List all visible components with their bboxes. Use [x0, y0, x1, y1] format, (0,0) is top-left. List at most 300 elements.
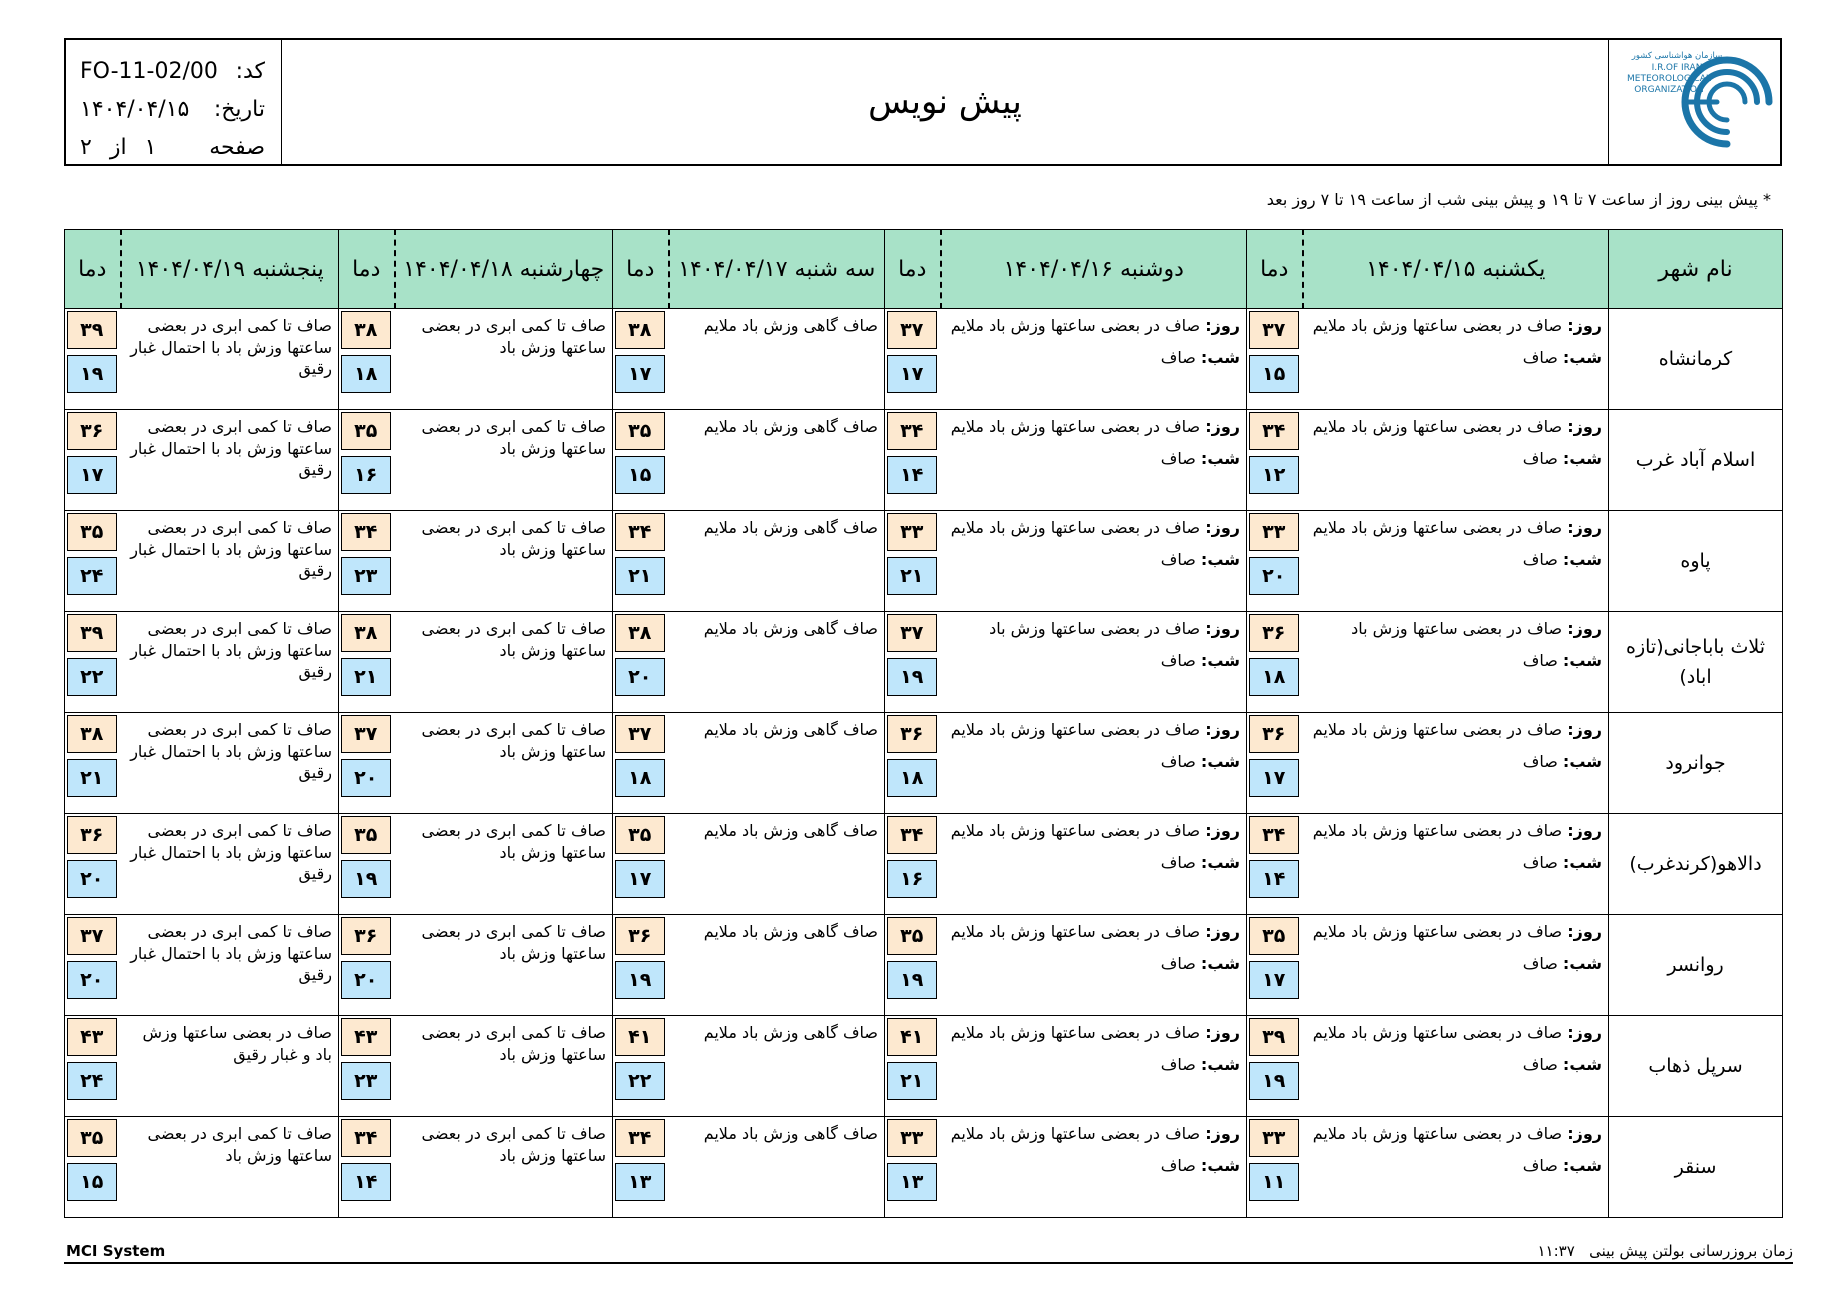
night-text: صاف: [1522, 1054, 1558, 1074]
forecast-text: صاف گاهی وزش باد ملایم: [703, 619, 878, 638]
max-temperature: ۳۸: [615, 311, 665, 349]
day-prefix: روز:: [1567, 720, 1602, 739]
max-temperature: ۳۶: [615, 917, 665, 955]
max-temperature: ۳۵: [341, 412, 391, 450]
forecast-text: صاف تا کمی ابری در بعضی ساعتها وزش باد: [421, 518, 606, 559]
night-text: صاف: [1160, 549, 1196, 569]
forecast-text: صاف تا کمی ابری در بعضی ساعتها وزش باد: [421, 1023, 606, 1064]
day-forecast: [1309, 719, 1603, 741]
max-temperature: ۳۳: [887, 513, 937, 551]
min-temperature: ۱۳: [887, 1163, 937, 1201]
min-temperature: ۱۷: [1249, 759, 1299, 797]
night-forecast: [947, 1054, 1241, 1076]
day-prefix: روز:: [1205, 821, 1240, 840]
max-temperature: ۳۴: [341, 1119, 391, 1157]
day-forecast: [947, 1123, 1241, 1145]
night-text: صاف: [1522, 549, 1558, 569]
city-name: سنقر: [1609, 1117, 1783, 1218]
min-temperature: ۲۰: [341, 961, 391, 999]
forecast-description: [121, 612, 339, 713]
forecast-description: [121, 915, 339, 1016]
day-prefix: روز:: [1205, 720, 1240, 739]
day-text: صاف در بعضی ساعتها وزش باد ملایم: [950, 922, 1201, 941]
min-temperature: ۱۷: [67, 456, 117, 494]
forecast-description: [669, 915, 885, 1016]
night-prefix: شب:: [1200, 953, 1240, 973]
min-temperature: ۱۹: [67, 355, 117, 393]
forecast-text: صاف تا کمی ابری در بعضی ساعتها وزش باد با احتمال غبار رقیق: [130, 619, 332, 682]
max-temperature: ۳۶: [67, 816, 117, 854]
min-temperature: ۱۶: [887, 860, 937, 898]
table-row: [65, 1016, 1783, 1117]
forecast-text: صاف گاهی وزش باد ملایم: [703, 821, 878, 840]
night-text: صاف: [1522, 953, 1558, 973]
forecast-text: صاف تا کمی ابری در بعضی ساعتها وزش باد با احتمال غبار رقیق: [130, 821, 332, 884]
forecast-description: [669, 511, 885, 612]
max-temperature: ۳۳: [1249, 1119, 1299, 1157]
day-forecast: [1309, 820, 1603, 842]
temperature-cell: [613, 309, 669, 410]
temperature-cell: [65, 410, 121, 511]
min-temperature: ۱۸: [341, 355, 391, 393]
table-row: [65, 511, 1783, 612]
forecast-description: [941, 814, 1247, 915]
max-temperature: ۳۷: [1249, 311, 1299, 349]
temperature-cell: [339, 1117, 395, 1218]
day-prefix: روز:: [1205, 619, 1240, 638]
forecast-description: [1303, 814, 1609, 915]
night-text: صاف: [1522, 1155, 1558, 1175]
day-forecast: [947, 1022, 1241, 1044]
forecast-description: [941, 612, 1247, 713]
day-column-header: پنجشنبه ۱۴۰۴/۰۴/۱۹: [121, 230, 339, 309]
temperature-cell: [1247, 814, 1303, 915]
max-temperature: ۳۹: [67, 614, 117, 652]
night-prefix: شب:: [1200, 1155, 1240, 1175]
min-temperature: ۱۱: [1249, 1163, 1299, 1201]
min-temperature: ۱۸: [615, 759, 665, 797]
temperature-cell: [65, 1016, 121, 1117]
max-temperature: ۳۴: [1249, 816, 1299, 854]
min-temperature: ۲۳: [341, 1062, 391, 1100]
day-forecast: [947, 315, 1241, 337]
table-row: [65, 309, 1783, 410]
temperature-cell: [1247, 410, 1303, 511]
temperature-cell: [885, 814, 941, 915]
day-prefix: روز:: [1205, 922, 1240, 941]
forecast-text: صاف تا کمی ابری در بعضی ساعتها وزش باد: [147, 1124, 332, 1165]
min-temperature: ۲۱: [341, 658, 391, 696]
table-row: [65, 410, 1783, 511]
max-temperature: ۳۵: [341, 816, 391, 854]
temperature-cell: [65, 309, 121, 410]
min-temperature: ۱۵: [1249, 355, 1299, 393]
max-temperature: ۳۴: [1249, 412, 1299, 450]
temperature-cell: [613, 511, 669, 612]
max-temperature: ۳۸: [341, 614, 391, 652]
day-prefix: روز:: [1205, 1023, 1240, 1042]
day-prefix: روز:: [1205, 417, 1240, 436]
max-temperature: ۳۷: [887, 311, 937, 349]
day-text: صاف در بعضی ساعتها وزش باد ملایم: [1312, 821, 1563, 840]
max-temperature: ۴۱: [615, 1018, 665, 1056]
max-temperature: ۳۶: [1249, 715, 1299, 753]
forecast-note: * پیش بینی روز از ساعت ۷ تا ۱۹ و پیش بینی شب از ساعت ۱۹ تا ۷ روز بعد: [1266, 190, 1771, 209]
forecast-text: صاف تا کمی ابری در بعضی ساعتها وزش باد: [421, 417, 606, 458]
forecast-description: [941, 1016, 1247, 1117]
day-forecast: [1309, 921, 1603, 943]
min-temperature: ۱۵: [67, 1163, 117, 1201]
max-temperature: ۳۷: [341, 715, 391, 753]
day-prefix: روز:: [1567, 518, 1602, 537]
forecast-description: [395, 410, 613, 511]
forecast-description: [669, 1117, 885, 1218]
night-text: صاف: [1160, 650, 1196, 670]
forecast-description: [669, 410, 885, 511]
forecast-description: [395, 915, 613, 1016]
temperature-cell: [65, 915, 121, 1016]
max-temperature: ۳۵: [615, 412, 665, 450]
min-temperature: ۱۸: [887, 759, 937, 797]
night-forecast: [1309, 1054, 1603, 1076]
min-temperature: ۲۰: [67, 860, 117, 898]
day-forecast: [947, 820, 1241, 842]
document-header: [64, 38, 1782, 166]
footer-divider: [64, 1262, 1793, 1264]
forecast-text: صاف تا کمی ابری در بعضی ساعتها وزش باد: [421, 1124, 606, 1165]
code-row: [80, 52, 265, 90]
day-prefix: روز:: [1205, 518, 1240, 537]
night-text: صاف: [1160, 852, 1196, 872]
night-prefix: شب:: [1200, 751, 1240, 771]
temperature-cell: [613, 915, 669, 1016]
forecast-text: صاف گاهی وزش باد ملایم: [703, 316, 878, 335]
day-text: صاف در بعضی ساعتها وزش باد ملایم: [1312, 720, 1563, 739]
day-forecast: [947, 416, 1241, 438]
temperature-cell: [1247, 309, 1303, 410]
day-forecast: [947, 517, 1241, 539]
code-label: کد:: [235, 58, 265, 84]
forecast-description: [121, 1117, 339, 1218]
forecast-description: [1303, 511, 1609, 612]
footer-update-time: [1537, 1242, 1793, 1260]
forecast-text: صاف تا کمی ابری در بعضی ساعتها وزش باد با احتمال غبار رقیق: [130, 417, 332, 480]
forecast-text: صاف گاهی وزش باد ملایم: [703, 518, 878, 537]
night-prefix: شب:: [1562, 347, 1602, 367]
table-body: [65, 309, 1783, 1218]
night-text: صاف: [1522, 751, 1558, 771]
night-prefix: شب:: [1200, 549, 1240, 569]
night-forecast: [947, 953, 1241, 975]
min-temperature: ۱۶: [341, 456, 391, 494]
temperature-cell: [613, 713, 669, 814]
forecast-description: [941, 511, 1247, 612]
night-forecast: [1309, 549, 1603, 571]
night-forecast: [947, 549, 1241, 571]
day-text: صاف در بعضی ساعتها وزش باد ملایم: [950, 1124, 1201, 1143]
temperature-cell: [885, 915, 941, 1016]
table-row: [65, 713, 1783, 814]
night-forecast: [947, 852, 1241, 874]
max-temperature: ۳۵: [1249, 917, 1299, 955]
temperature-cell: [613, 410, 669, 511]
temperature-cell: [885, 410, 941, 511]
max-temperature: ۳۵: [615, 816, 665, 854]
day-prefix: روز:: [1567, 1023, 1602, 1042]
forecast-text: صاف تا کمی ابری در بعضی ساعتها وزش باد: [421, 316, 606, 357]
day-forecast: [947, 921, 1241, 943]
min-temperature: ۱۹: [615, 961, 665, 999]
max-temperature: ۳۶: [67, 412, 117, 450]
night-forecast: [1309, 1155, 1603, 1177]
min-temperature: ۱۳: [615, 1163, 665, 1201]
day-text: صاف در بعضی ساعتها وزش باد ملایم: [1312, 316, 1563, 335]
night-prefix: شب:: [1562, 953, 1602, 973]
table-header-row: [65, 230, 1783, 309]
night-forecast: [1309, 852, 1603, 874]
night-prefix: شب:: [1562, 1054, 1602, 1074]
forecast-description: [1303, 612, 1609, 713]
date-value: ۱۴۰۴/۰۴/۱۵: [80, 96, 190, 122]
min-temperature: ۱۹: [1249, 1062, 1299, 1100]
date-row: [80, 90, 265, 128]
temperature-cell: [885, 612, 941, 713]
page-label: صفحه: [209, 134, 265, 160]
temperature-cell: [885, 1117, 941, 1218]
temperature-cell: [1247, 915, 1303, 1016]
min-temperature: ۲۰: [615, 658, 665, 696]
min-temperature: ۱۴: [1249, 860, 1299, 898]
page-total: ۲: [80, 134, 92, 160]
min-temperature: ۲۱: [887, 557, 937, 595]
min-temperature: ۲۰: [67, 961, 117, 999]
temperature-cell: [339, 410, 395, 511]
night-text: صاف: [1160, 751, 1196, 771]
forecast-description: [941, 1117, 1247, 1218]
max-temperature: ۳۴: [341, 513, 391, 551]
min-temperature: ۱۷: [887, 355, 937, 393]
day-prefix: روز:: [1567, 417, 1602, 436]
forecast-table: [64, 229, 1783, 1218]
forecast-text: صاف گاهی وزش باد ملایم: [703, 1124, 878, 1143]
max-temperature: ۳۴: [887, 816, 937, 854]
city-name: پاوه: [1609, 511, 1783, 612]
day-text: صاف در بعضی ساعتها وزش باد ملایم: [1312, 518, 1563, 537]
temperature-cell: [339, 309, 395, 410]
day-forecast: [947, 719, 1241, 741]
day-text: صاف در بعضی ساعتها وزش باد ملایم: [1312, 922, 1563, 941]
page-of: از: [109, 134, 127, 160]
code-value: FO-11-02/00: [80, 58, 218, 84]
max-temperature: ۳۹: [1249, 1018, 1299, 1056]
max-temperature: ۴۱: [887, 1018, 937, 1056]
day-text: صاف در بعضی ساعتها وزش باد ملایم: [950, 720, 1201, 739]
temperature-cell: [65, 612, 121, 713]
page-row: [80, 128, 265, 166]
forecast-text: صاف در بعضی ساعتها وزش باد و غبار رقیق: [142, 1023, 332, 1064]
temperature-cell: [339, 814, 395, 915]
max-temperature: ۳۸: [615, 614, 665, 652]
city-name: دالاهو(کرندغرب): [1609, 814, 1783, 915]
day-prefix: روز:: [1567, 821, 1602, 840]
forecast-description: [121, 1016, 339, 1117]
max-temperature: ۳۴: [615, 1119, 665, 1157]
max-temperature: ۳۵: [67, 1119, 117, 1157]
forecast-description: [1303, 410, 1609, 511]
max-temperature: ۳۵: [887, 917, 937, 955]
min-temperature: ۲۲: [67, 658, 117, 696]
day-prefix: روز:: [1205, 1124, 1240, 1143]
forecast-description: [669, 814, 885, 915]
day-column-header: چهارشنبه ۱۴۰۴/۰۴/۱۸: [395, 230, 613, 309]
night-text: صاف: [1160, 448, 1196, 468]
city-name: جوانرود: [1609, 713, 1783, 814]
max-temperature: ۳۶: [887, 715, 937, 753]
min-temperature: ۱۵: [615, 456, 665, 494]
max-temperature: ۳۸: [341, 311, 391, 349]
forecast-description: [121, 713, 339, 814]
night-forecast: [1309, 650, 1603, 672]
forecast-description: [941, 915, 1247, 1016]
max-temperature: ۳۷: [67, 917, 117, 955]
day-text: صاف در بعضی ساعتها وزش باد ملایم: [950, 821, 1201, 840]
night-forecast: [1309, 751, 1603, 773]
forecast-text: صاف تا کمی ابری در بعضی ساعتها وزش باد: [421, 619, 606, 660]
day-text: صاف در بعضی ساعتها وزش باد ملایم: [950, 417, 1201, 436]
max-temperature: ۳۶: [1249, 614, 1299, 652]
min-temperature: ۲۱: [67, 759, 117, 797]
day-text: صاف در بعضی ساعتها وزش باد ملایم: [950, 316, 1201, 335]
day-forecast: [1309, 517, 1603, 539]
temp-column-header: دما: [1247, 230, 1303, 309]
forecast-text: صاف تا کمی ابری در بعضی ساعتها وزش باد با احتمال غبار رقیق: [130, 316, 332, 379]
temp-column-header: دما: [613, 230, 669, 309]
day-text: صاف در بعضی ساعتها وزش باد ملایم: [950, 518, 1201, 537]
forecast-description: [1303, 1117, 1609, 1218]
day-text: صاف در بعضی ساعتها وزش باد ملایم: [1312, 417, 1563, 436]
min-temperature: ۲۴: [67, 1062, 117, 1100]
day-forecast: [1309, 618, 1603, 640]
day-forecast: [1309, 1022, 1603, 1044]
night-forecast: [947, 1155, 1241, 1177]
night-text: صاف: [1160, 347, 1196, 367]
max-temperature: ۳۵: [67, 513, 117, 551]
city-column-header: نام شهر: [1609, 230, 1783, 309]
temperature-cell: [613, 814, 669, 915]
forecast-description: [121, 309, 339, 410]
forecast-description: [1303, 713, 1609, 814]
max-temperature: ۳۷: [615, 715, 665, 753]
night-prefix: شب:: [1200, 1054, 1240, 1074]
min-temperature: ۲۴: [67, 557, 117, 595]
temperature-cell: [65, 713, 121, 814]
forecast-description: [669, 713, 885, 814]
day-text: صاف در بعضی ساعتها وزش باد ملایم: [1312, 1023, 1563, 1042]
forecast-description: [1303, 915, 1609, 1016]
min-temperature: ۱۴: [887, 456, 937, 494]
max-temperature: ۳۳: [887, 1119, 937, 1157]
forecast-text: صاف تا کمی ابری در بعضی ساعتها وزش باد با احتمال غبار رقیق: [130, 720, 332, 783]
temperature-cell: [885, 309, 941, 410]
temperature-cell: [613, 1016, 669, 1117]
night-text: صاف: [1160, 1155, 1196, 1175]
logo-fa-text: سازمان هواشناسی کشور: [1631, 51, 1723, 61]
table-row: [65, 814, 1783, 915]
organization-logo: [1608, 40, 1780, 164]
temperature-cell: [1247, 1016, 1303, 1117]
night-prefix: شب:: [1200, 347, 1240, 367]
night-prefix: شب:: [1562, 448, 1602, 468]
temperature-cell: [613, 612, 669, 713]
min-temperature: ۲۰: [1249, 557, 1299, 595]
night-text: صاف: [1160, 1054, 1196, 1074]
meteorological-organization-logo-icon: [1609, 40, 1777, 164]
forecast-description: [669, 309, 885, 410]
max-temperature: ۳۴: [887, 412, 937, 450]
forecast-text: صاف تا کمی ابری در بعضی ساعتها وزش باد: [421, 821, 606, 862]
table-row: [65, 915, 1783, 1016]
min-temperature: ۱۴: [341, 1163, 391, 1201]
max-temperature: ۳۳: [1249, 513, 1299, 551]
forecast-description: [941, 410, 1247, 511]
temperature-cell: [65, 1117, 121, 1218]
forecast-text: صاف تا کمی ابری در بعضی ساعتها وزش باد: [421, 922, 606, 963]
night-forecast: [947, 650, 1241, 672]
night-forecast: [1309, 953, 1603, 975]
max-temperature: ۳۸: [67, 715, 117, 753]
day-column-header: دوشنبه ۱۴۰۴/۰۴/۱۶: [941, 230, 1247, 309]
night-prefix: شب:: [1562, 1155, 1602, 1175]
temperature-cell: [339, 1016, 395, 1117]
night-prefix: شب:: [1200, 852, 1240, 872]
temperature-cell: [885, 511, 941, 612]
date-label: تاریخ:: [213, 96, 265, 122]
temp-column-header: دما: [885, 230, 941, 309]
min-temperature: ۲۰: [341, 759, 391, 797]
forecast-description: [395, 713, 613, 814]
forecast-description: [395, 1117, 613, 1218]
night-text: صاف: [1522, 650, 1558, 670]
logo-en-line1: I.R.OF IRAN: [1651, 63, 1703, 73]
night-prefix: شب:: [1200, 448, 1240, 468]
day-text: صاف در بعضی ساعتها وزش باد ملایم: [950, 1023, 1201, 1042]
temperature-cell: [339, 713, 395, 814]
max-temperature: ۳۴: [615, 513, 665, 551]
forecast-text: صاف تا کمی ابری در بعضی ساعتها وزش باد با احتمال غبار رقیق: [130, 518, 332, 581]
temperature-cell: [339, 511, 395, 612]
temperature-cell: [613, 1117, 669, 1218]
night-text: صاف: [1522, 347, 1558, 367]
night-forecast: [947, 347, 1241, 369]
forecast-description: [121, 814, 339, 915]
day-prefix: روز:: [1567, 619, 1602, 638]
forecast-description: [669, 1016, 885, 1117]
min-temperature: ۲۱: [887, 1062, 937, 1100]
forecast-description: [121, 410, 339, 511]
document-meta: [66, 40, 282, 164]
night-forecast: [1309, 347, 1603, 369]
forecast-description: [941, 309, 1247, 410]
footer-system-name: MCI System: [66, 1242, 166, 1260]
min-temperature: ۱۸: [1249, 658, 1299, 696]
night-text: صاف: [1160, 953, 1196, 973]
temp-column-header: دما: [339, 230, 395, 309]
forecast-description: [395, 1016, 613, 1117]
min-temperature: ۱۷: [615, 860, 665, 898]
day-text: صاف در بعضی ساعتها وزش باد: [989, 619, 1201, 638]
min-temperature: ۲۱: [615, 557, 665, 595]
min-temperature: ۱۷: [1249, 961, 1299, 999]
